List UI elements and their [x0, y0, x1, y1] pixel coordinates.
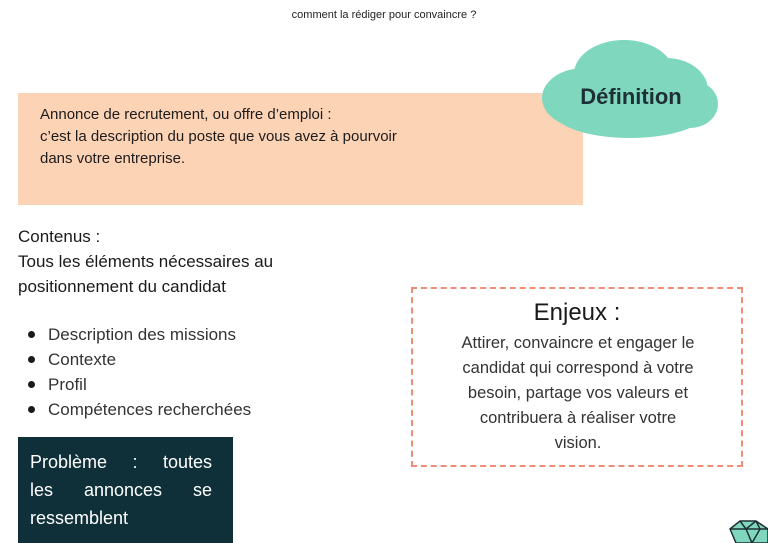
- contenus-block: [18, 224, 273, 299]
- bullet-dot-icon: [28, 356, 35, 363]
- list-item-label: Profil: [48, 375, 87, 394]
- gem-icon: [726, 519, 768, 543]
- probleme-line: les annonces se: [30, 480, 212, 500]
- bullet-dot-icon: [28, 381, 35, 388]
- enjeux-line: vision.: [554, 434, 602, 452]
- definition-cloud-label: Définition: [580, 84, 682, 109]
- contenus-list: [28, 322, 251, 422]
- definition-line: Annonce de recrutement, ou offre d’emploi :: [40, 106, 332, 123]
- contenus-line: Tous les éléments nécessaires au: [18, 252, 274, 271]
- probleme-text: [30, 448, 212, 532]
- enjeux-line: Attirer, convaincre et engager le: [461, 334, 695, 352]
- enjeux-title: Enjeux :: [533, 299, 621, 326]
- bullet-dot-icon: [28, 406, 35, 413]
- list-item-label: Compétences recherchées: [48, 400, 252, 419]
- enjeux-line: candidat qui correspond à votre: [462, 359, 694, 377]
- list-item: [28, 397, 251, 422]
- slide-subtitle: comment la rédiger pour convaincre ?: [291, 9, 477, 21]
- definition-text: [40, 104, 506, 170]
- bullet-dot-icon: [28, 331, 35, 338]
- list-item: [28, 322, 251, 347]
- enjeux-line: besoin, partage vos valeurs et: [467, 384, 689, 402]
- probleme-line: ressemblent: [30, 508, 129, 528]
- list-item: [28, 347, 251, 372]
- definition-line: c’est la description du poste que vous avez à pourvoir: [40, 128, 397, 145]
- probleme-line: Problème : toutes: [30, 452, 212, 472]
- enjeux-text: [428, 331, 728, 456]
- contenus-heading: Contenus :: [18, 227, 101, 246]
- enjeux-line: contribuera à réaliser votre: [479, 409, 677, 427]
- definition-line: dans votre entreprise.: [40, 150, 186, 167]
- list-item: [28, 372, 251, 397]
- contenus-line: positionnement du candidat: [18, 277, 226, 296]
- list-item-label: Contexte: [48, 350, 117, 369]
- list-item-label: Description des missions: [48, 325, 237, 344]
